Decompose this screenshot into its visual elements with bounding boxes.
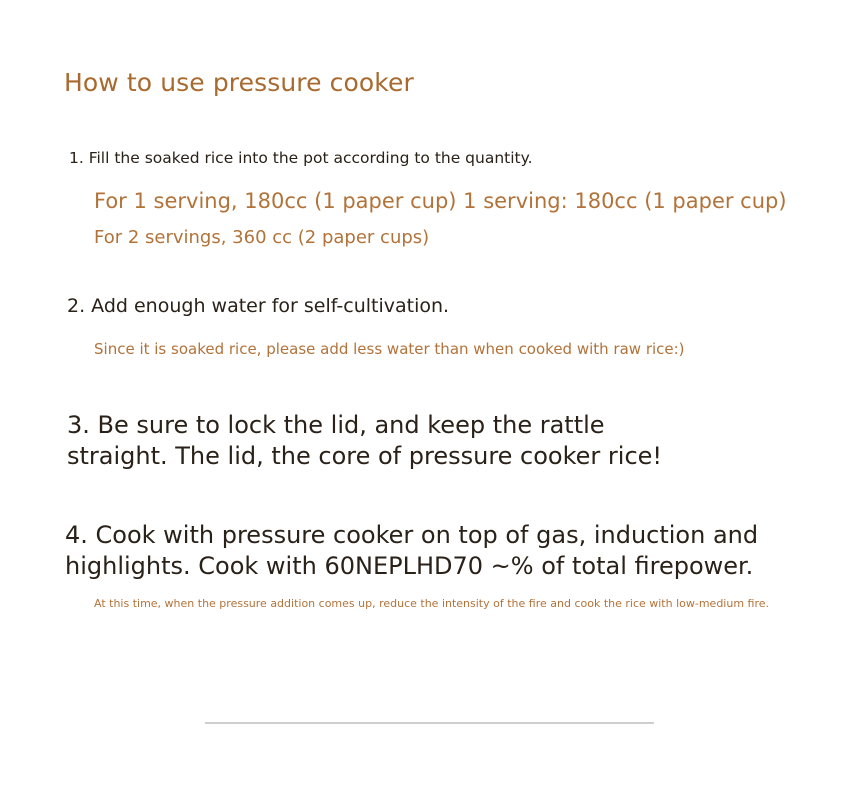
step-2-note: Since it is soaked rice, please add less water than when cooked with raw rice:) (94, 340, 685, 358)
step-1-text: 1. Fill the soaked rice into the pot according to the quantity. (69, 149, 533, 167)
step-3-line-2: straight. The lid, the core of pressure cooker rice! (67, 442, 663, 470)
step-3-line-1: 3. Be sure to lock the lid, and keep the rattle (67, 411, 605, 439)
step-1-note-2: For 2 servings, 360 cc (2 paper cups) (94, 227, 430, 248)
step-4-text (65, 520, 758, 582)
divider-line (205, 722, 654, 724)
step-4-line-2: highlights. Cook with 60NEPLHD70 ~% of total firepower. (65, 552, 754, 580)
step-2-text: 2. Add enough water for self-cultivation. (67, 295, 450, 317)
step-4-line-1: 4. Cook with pressure cooker on top of gas, induction and (65, 521, 759, 549)
step-3-text (67, 410, 662, 472)
page-title: How to use pressure cooker (64, 68, 414, 97)
step-4-note: At this time, when the pressure addition comes up, reduce the intensity of the fire and cook the rice with low-medium fire. (94, 597, 770, 610)
step-1-note-1: For 1 serving, 180cc (1 paper cup) 1 serving: 180cc (1 paper cup) (94, 189, 787, 213)
